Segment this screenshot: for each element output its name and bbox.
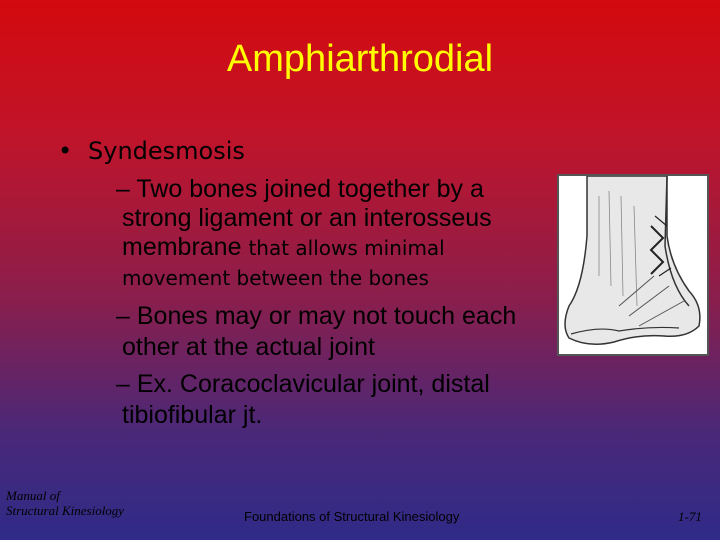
sub2-text-1: Bones may or may not touch each — [136, 302, 517, 330]
bullet-syndesmosis — [58, 137, 245, 165]
sub-bullet-1-line-1 — [116, 175, 484, 203]
slide-number: 1-71 — [678, 509, 702, 524]
sub-bullet-1-line-4: movement between the bones — [122, 266, 429, 290]
dash: – — [116, 175, 130, 203]
slide-title: Amphiarthrodial — [226, 38, 494, 80]
sub-bullet-2-line-2: other at the actual joint — [122, 333, 375, 361]
footer-left-line-1: Manual of — [6, 488, 60, 503]
sub-bullet-2-line-1 — [116, 302, 516, 330]
footer-left-line-2: Structural Kinesiology — [6, 503, 125, 518]
sub1-text-3a: membrane — [122, 233, 249, 261]
sub-bullet-3-line-2: tibiofibular jt. — [122, 401, 263, 429]
bullet-marker: • — [58, 137, 73, 165]
dash: – — [116, 370, 130, 398]
bullet-text: Syndesmosis — [88, 137, 245, 165]
sub1-text-1: Two bones joined together by a — [136, 175, 484, 203]
tibiofibular-joint-illustration — [557, 174, 709, 356]
sub-bullet-1-line-3 — [122, 233, 445, 262]
sub1-text-3b: that allows minimal — [248, 236, 445, 260]
sub3-text-1: Ex. Coracoclavicular joint, distal — [136, 370, 490, 398]
sub-bullet-3-line-1 — [116, 370, 490, 398]
footer-book-title — [6, 488, 124, 518]
bone-drawing — [559, 176, 707, 354]
footer-center-text: Foundations of Structural Kinesiology — [244, 509, 460, 524]
dash: – — [116, 302, 130, 330]
sub-bullet-1-line-2: strong ligament or an interosseus — [122, 204, 492, 232]
